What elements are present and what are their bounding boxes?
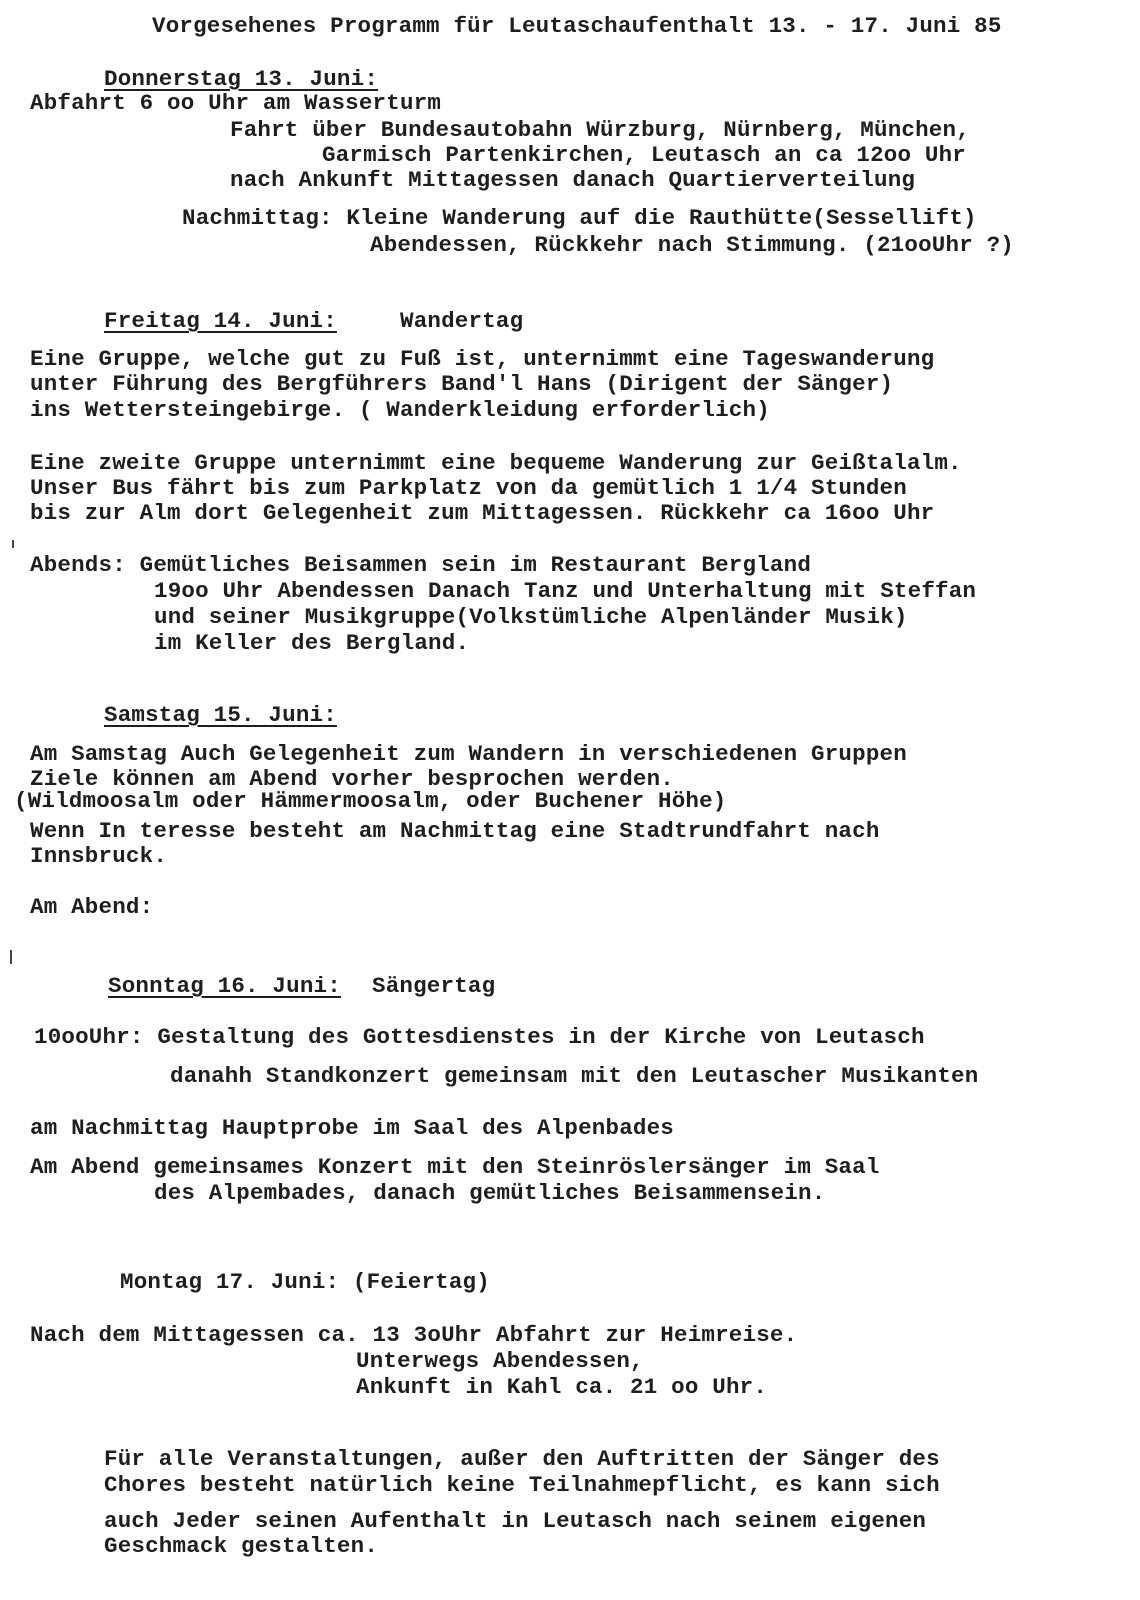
thursday-heading: Donnerstag 13. Juni: <box>104 66 379 92</box>
document-title: Vorgesehenes Programm für Leutaschaufenthalt 13. - 17. Juni 85 <box>152 13 1002 39</box>
friday-group1-line: Eine Gruppe, welche gut zu Fuß ist, unternimmt eine Tageswanderung <box>30 346 935 372</box>
friday-group1-line: unter Führung des Bergführers Band'l Hans (Dirigent der Sänger) <box>30 371 894 397</box>
saturday-evening: Am Abend: <box>30 894 154 920</box>
monday-line: Unterwegs Abendessen, <box>356 1348 644 1374</box>
friday-group1-line: ins Wettersteingebirge. ( Wanderkleidung erforderlich) <box>30 397 770 423</box>
saturday-heading: Samstag 15. Juni: <box>104 702 337 728</box>
saturday-line: Am Samstag Auch Gelegenheit zum Wandern in verschiedenen Gruppen <box>30 741 907 767</box>
scan-mark <box>12 540 14 548</box>
scan-mark <box>10 950 12 964</box>
friday-evening-line: und seiner Musikgruppe(Volkstümliche Alpenländer Musik) <box>154 604 908 630</box>
participation-note-line: Chores besteht natürlich keine Teilnahmepflicht, es kann sich <box>104 1472 940 1498</box>
participation-note-line: Geschmack gestalten. <box>104 1533 379 1559</box>
friday-subtitle: Wandertag <box>400 308 524 334</box>
monday-line: Nach dem Mittagessen ca. 13 3oUhr Abfahrt zur Heimreise. <box>30 1322 798 1348</box>
thursday-afternoon-line: Nachmittag: Kleine Wanderung auf die Rauthütte(Sessellift) <box>182 205 977 231</box>
thursday-route-line: Garmisch Partenkirchen, Leutasch an ca 12oo Uhr <box>322 142 967 168</box>
saturday-line: Innsbruck. <box>30 843 168 869</box>
friday-group2-line: Unser Bus fährt bis zum Parkplatz von da gemütlich 1 1/4 Stunden <box>30 475 907 501</box>
friday-evening-line: 19oo Uhr Abendessen Danach Tanz und Unterhaltung mit Steffan <box>154 578 977 604</box>
thursday-departure: Abfahrt 6 oo Uhr am Wasserturm <box>30 90 442 116</box>
thursday-route-line: nach Ankunft Mittagessen danach Quartierverteilung <box>230 167 916 193</box>
friday-heading: Freitag 14. Juni: <box>104 308 337 334</box>
thursday-route-line: Fahrt über Bundesautobahn Würzburg, Nürnberg, München, <box>230 117 970 143</box>
saturday-line: Ziele können am Abend vorher besprochen werden. <box>30 766 675 792</box>
monday-line: Ankunft in Kahl ca. 21 oo Uhr. <box>356 1374 768 1400</box>
sunday-heading: Sonntag 16. Juni: <box>108 973 341 999</box>
sunday-afternoon: am Nachmittag Hauptprobe im Saal des Alpenbades <box>30 1115 675 1141</box>
friday-group2-line: bis zur Alm dort Gelegenheit zum Mittagessen. Rückkehr ca 16oo Uhr <box>30 500 935 526</box>
participation-note-line: auch Jeder seinen Aufenthalt in Leutasch nach seinem eigenen <box>104 1508 927 1534</box>
sunday-evening-line: Am Abend gemeinsames Konzert mit den Steinröslersänger im Saal <box>30 1154 880 1180</box>
sunday-evening-line: des Alpembades, danach gemütliches Beisammensein. <box>154 1180 826 1206</box>
saturday-line: Wenn In teresse besteht am Nachmittag eine Stadtrundfahrt nach <box>30 818 880 844</box>
monday-heading: Montag 17. Juni: (Feiertag) <box>120 1269 490 1295</box>
thursday-afternoon-line: Abendessen, Rückkehr nach Stimmung. (21ooUhr ?) <box>370 232 1015 258</box>
sunday-subtitle: Sängertag <box>372 973 496 999</box>
sunday-service-line: danahh Standkonzert gemeinsam mit den Leutascher Musikanten <box>170 1063 979 1089</box>
friday-evening-line: Abends: Gemütliches Beisammen sein im Restaurant Bergland <box>30 552 812 578</box>
participation-note-line: Für alle Veranstaltungen, außer den Auftritten der Sänger des <box>104 1446 940 1472</box>
friday-evening-line: im Keller des Bergland. <box>154 630 470 656</box>
saturday-line: (Wildmoosalm oder Hämmermoosalm, oder Buchener Höhe) <box>14 788 727 814</box>
friday-group2-line: Eine zweite Gruppe unternimmt eine bequeme Wanderung zur Geißtalalm. <box>30 450 962 476</box>
sunday-service-line: 10ooUhr: Gestaltung des Gottesdienstes in der Kirche von Leutasch <box>34 1024 925 1050</box>
